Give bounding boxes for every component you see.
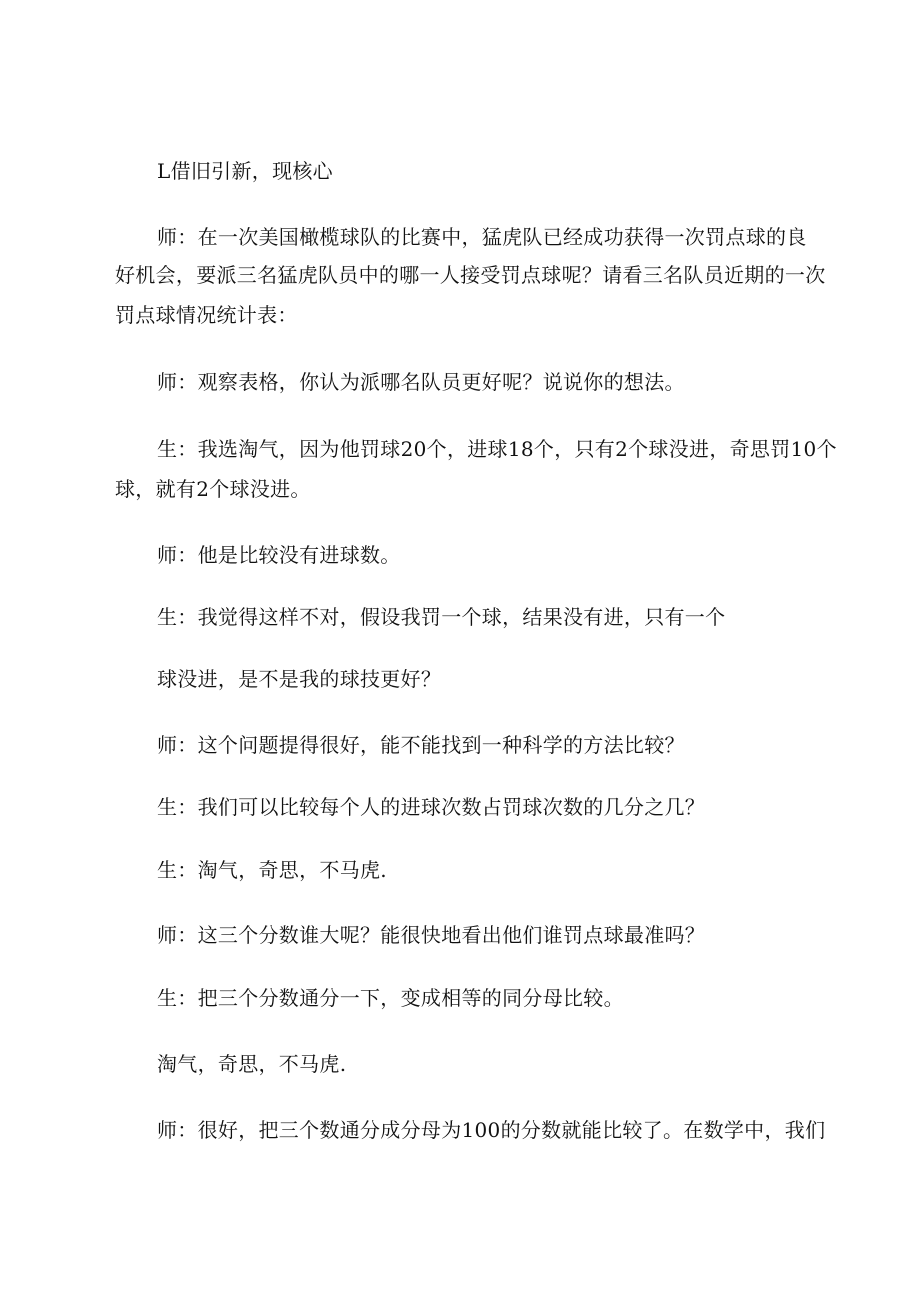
paragraph-line: 球，就有2个球没进。: [115, 477, 311, 501]
paragraph-line: 师：这三个分数谁大呢？能很快地看出他们谁罚点球最准吗？: [157, 923, 706, 947]
paragraph-line: 师：观察表格，你认为派哪名队员更好呢？说说你的想法。: [157, 370, 685, 394]
paragraph-line: 生：淘气，奇思，不马虎.: [157, 858, 387, 882]
paragraph-line: 生：我们可以比较每个人的进球次数占罚球次数的几分之几？: [157, 795, 706, 819]
paragraph-line: 师：在一次美国橄榄球队的比赛中，猛虎队已经成功获得一次罚点球的良: [157, 225, 807, 249]
paragraph-line: 生：把三个分数通分一下，变成相等的同分母比较。: [157, 986, 624, 1010]
paragraph-line: 师：他是比较没有进球数。: [157, 543, 401, 567]
paragraph-line: 好机会，要派三名猛虎队员中的哪一人接受罚点球呢？请看三名队员近期的一次: [115, 263, 826, 287]
paragraph-line: 球没进，是不是我的球技更好？: [157, 667, 442, 691]
paragraph-line: 师：这个问题提得很好，能不能找到一种科学的方法比较？: [157, 733, 685, 757]
section-heading: L借旧引新，现核心: [157, 159, 333, 183]
paragraph-line: 生：我觉得这样不对，假设我罚一个球，结果没有进，只有一个: [157, 605, 726, 629]
paragraph-line: 淘气，奇思，不马虎.: [157, 1052, 347, 1076]
paragraph-line: 生：我选淘气，因为他罚球20个，进球18个，只有2个球没进，奇思罚10个: [157, 437, 837, 461]
paragraph-line: 罚点球情况统计表：: [115, 303, 298, 327]
paragraph-line: 师：很好，把三个数通分成分母为100的分数就能比较了。在数学中，我们: [157, 1118, 826, 1142]
